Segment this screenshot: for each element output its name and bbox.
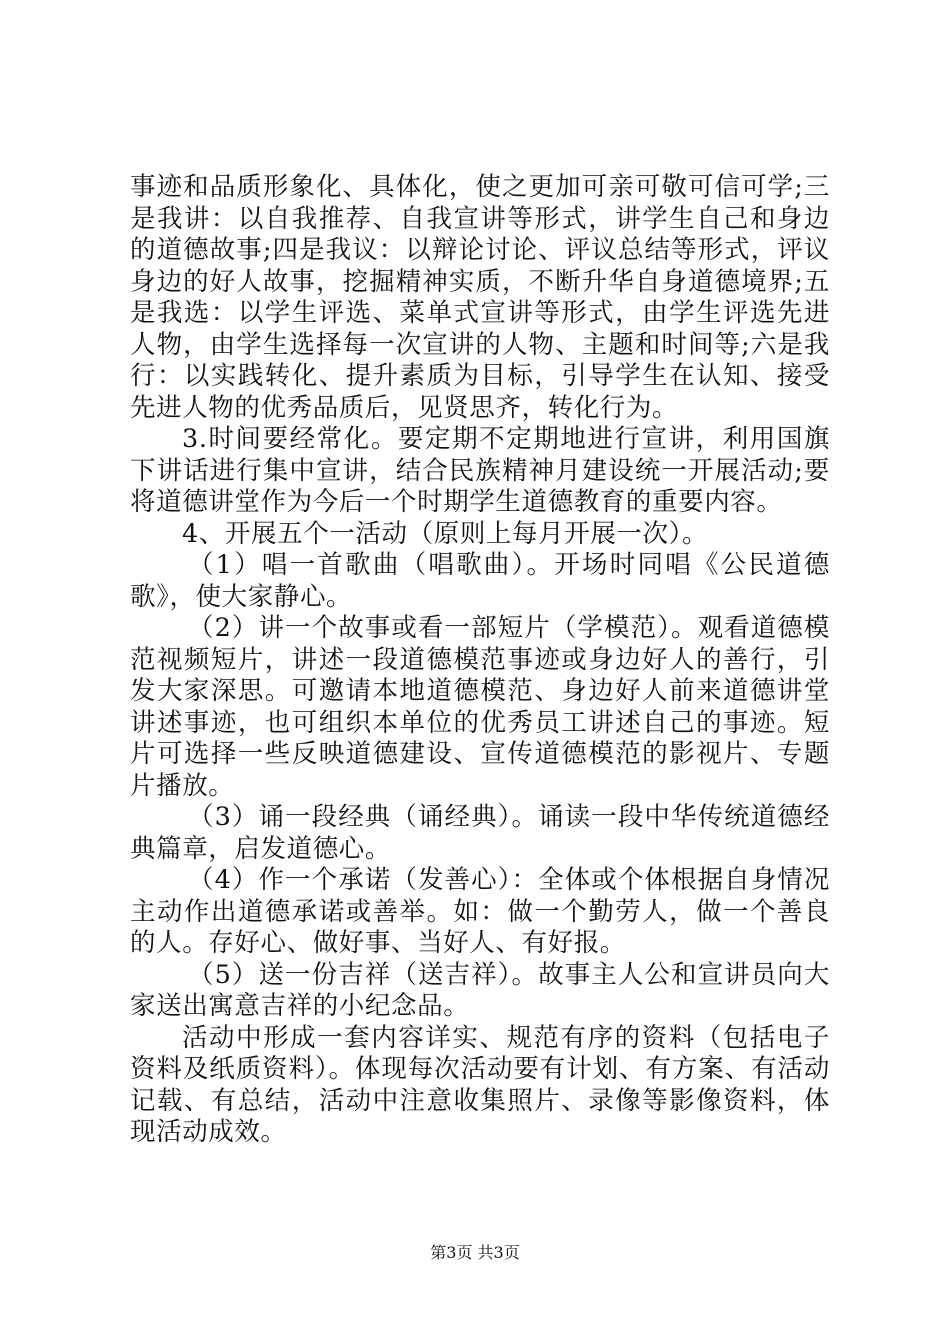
- paragraph-5: （2）讲一个故事或看一部短片（学模范）。观看道德模范视频短片，讲述一段道德模范事迹或身边好人的善行，引发大家深思。可邀请本地道德模范、身边好人前来道德讲堂讲述事迹，也可组织本单位的优秀员工讲述自己的事迹。短片可选择一些反映道德建设、宣传道德模范的影视片、专题片播放。: [130, 613, 830, 801]
- paragraph-1: 事迹和品质形象化、具体化，使之更加可亲可敬可信可学;三是我讲：以自我推荐、自我宣讲等形式，讲学生自己和身边的道德故事;四是我议：以辩论讨论、评议总结等形式，评议身边的好人故事，挖掘精神实质，不断升华自身道德境界;五是我选：以学生评选、菜单式宣讲等形式，由学生评选先进人物，由学生选择每一次宣讲的人物、主题和时间等;六是我行：以实践转化、提升素质为目标，引导学生在认知、接受先进人物的优秀品质后，见贤思齐，转化行为。: [130, 172, 830, 423]
- page-footer: [0, 1243, 950, 1263]
- paragraph-7: （4）作一个承诺（发善心）：全体或个体根据自身情况主动作出道德承诺或善举。如：做一个勤劳人，做一个善良的人。存好心、做好事、当好人、有好报。: [130, 865, 830, 958]
- paragraph-3: 4、开展五个一活动（原则上每月开展一次）。: [182, 518, 709, 549]
- paragraph-2: 3.时间要经常化。要定期不定期地进行宣讲，利用国旗下讲话进行集中宣讲，结合民族精神月建设统一开展活动;要将道德讲堂作为今后一个时期学生道德教育的重要内容。: [130, 424, 830, 517]
- paragraph-9: 活动中形成一套内容详实、规范有序的资料（包括电子资料及纸质资料）。体现每次活动要有计划、有方案、有活动记载、有总结，活动中注意收集照片、录像等影像资料，体现活动成效。: [130, 1022, 830, 1147]
- document-body: [130, 172, 830, 1149]
- paragraph-4: （1）唱一首歌曲（唱歌曲）。开场时同唱《公民道德歌》，使大家静心。: [130, 550, 830, 612]
- paragraph-6: （3）诵一段经典（诵经典）。诵读一段中华传统道德经典篇章，启发道德心。: [130, 802, 830, 864]
- paragraph-8: （5）送一份吉祥（送吉祥）。故事主人公和宣讲员向大家送出寓意吉祥的小纪念品。: [130, 959, 830, 1021]
- page-number: 第3页 共3页: [430, 1243, 520, 1262]
